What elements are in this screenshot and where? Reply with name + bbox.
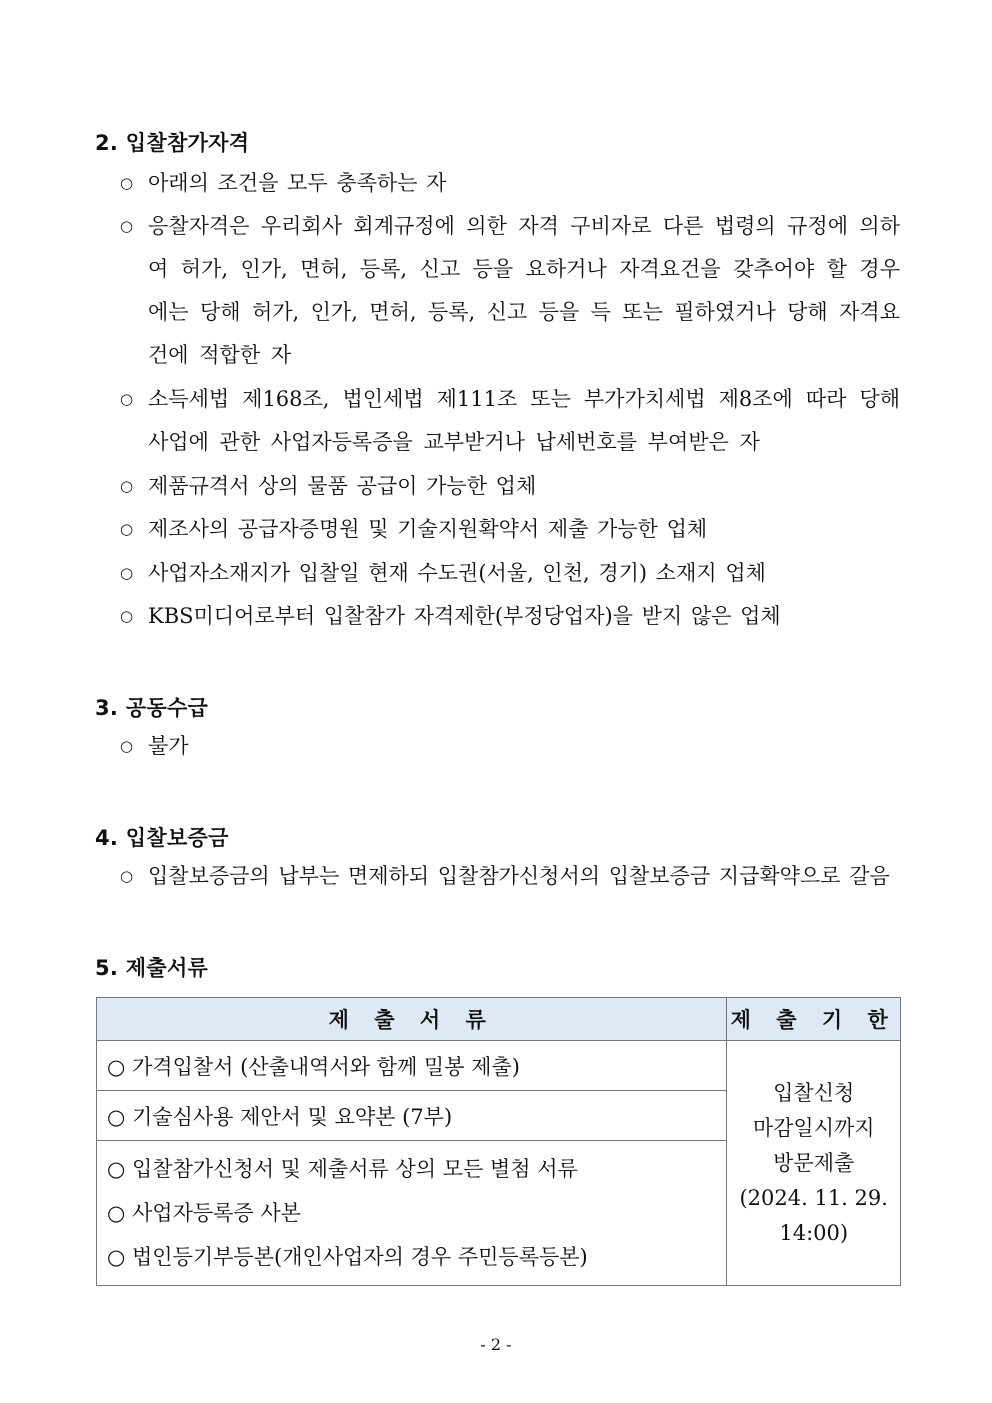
- table-row: [97, 1041, 901, 1091]
- deadline-cell: 입찰신청 마감일시까지 방문제출 (2024. 11. 29. 14:00): [727, 1041, 901, 1286]
- bullet-mark: ○: [120, 520, 134, 538]
- list-item: ○ 응찰자격은 우리회사 회계규정에 의한 자격 구비자로 다른 법령의 규정에 의하여 허가, 인가, 면허, 등록, 신고 등을 요하거나 자격요건을 갖추어야 할 경우에는 당해 허가, 인가, 면허, 등록, 신고 등을 득 또는 필하였거나 당해 자격요건에 적합한 자: [120, 205, 900, 377]
- submission-documents-table: [96, 997, 901, 1286]
- list-item: ○ 불가: [120, 725, 900, 768]
- section-title-joint-supply: 3. 공동수급: [95, 696, 209, 720]
- section-title-documents: 5. 제출서류: [95, 956, 209, 980]
- table-header-row: [97, 998, 901, 1041]
- bullet-mark: ○: [120, 867, 134, 885]
- list-item: ○ 입찰보증금의 납부는 면제하되 입찰참가신청서의 입찰보증금 지급확약으로 갈음: [120, 855, 900, 898]
- list-item: ○ 사업자소재지가 입찰일 현재 수도권(서울, 인천, 경기) 소재지 업체: [120, 552, 900, 595]
- page-number: - 2 -: [480, 1335, 512, 1354]
- bullet-mark: ○: [120, 477, 134, 495]
- document-item-group: [97, 1141, 727, 1286]
- bullet-mark: ○: [120, 174, 134, 192]
- document-item: ○ 입찰참가신청서 및 제출서류 상의 모든 별첨 서류: [107, 1157, 578, 1181]
- section-title-eligibility: 2. 입찰참가자격: [95, 131, 250, 155]
- section-title-bid-bond: 4. 입찰보증금: [95, 826, 229, 850]
- bullet-mark: ○: [120, 737, 134, 755]
- document-item: ○ 법인등기부등본(개인사업자의 경우 주민등록등본): [107, 1245, 588, 1269]
- bullet-mark: ○: [120, 564, 134, 582]
- list-item: ○ 제조사의 공급자증명원 및 기술지원확약서 제출 가능한 업체: [120, 508, 900, 551]
- document-item: ○ 기술심사용 제안서 및 요약본 (7부): [97, 1091, 727, 1141]
- bullet-mark: ○: [120, 390, 134, 408]
- list-item: ○ KBS미디어로부터 입찰참가 자격제한(부정당업자)을 받지 않은 업체: [120, 595, 900, 638]
- list-item: ○ 소득세법 제168조, 법인세법 제111조 또는 부가가치세법 제8조에 따라 당해 사업에 관한 사업자등록증을 교부받거나 납세번호를 부여받은 자: [120, 378, 900, 464]
- list-item: ○ 제품규격서 상의 물품 공급이 가능한 업체: [120, 465, 900, 508]
- document-item: ○ 사업자등록증 사본: [107, 1201, 301, 1225]
- header-deadline: 제 출 기 한: [727, 998, 901, 1041]
- bullet-mark: ○: [120, 217, 134, 235]
- list-item: ○ 아래의 조건을 모두 충족하는 자: [120, 162, 900, 205]
- document-item: ○ 가격입찰서 (산출내역서와 함께 밀봉 제출): [97, 1041, 727, 1091]
- header-documents: 제 출 서 류: [97, 998, 727, 1041]
- bullet-mark: ○: [120, 607, 134, 625]
